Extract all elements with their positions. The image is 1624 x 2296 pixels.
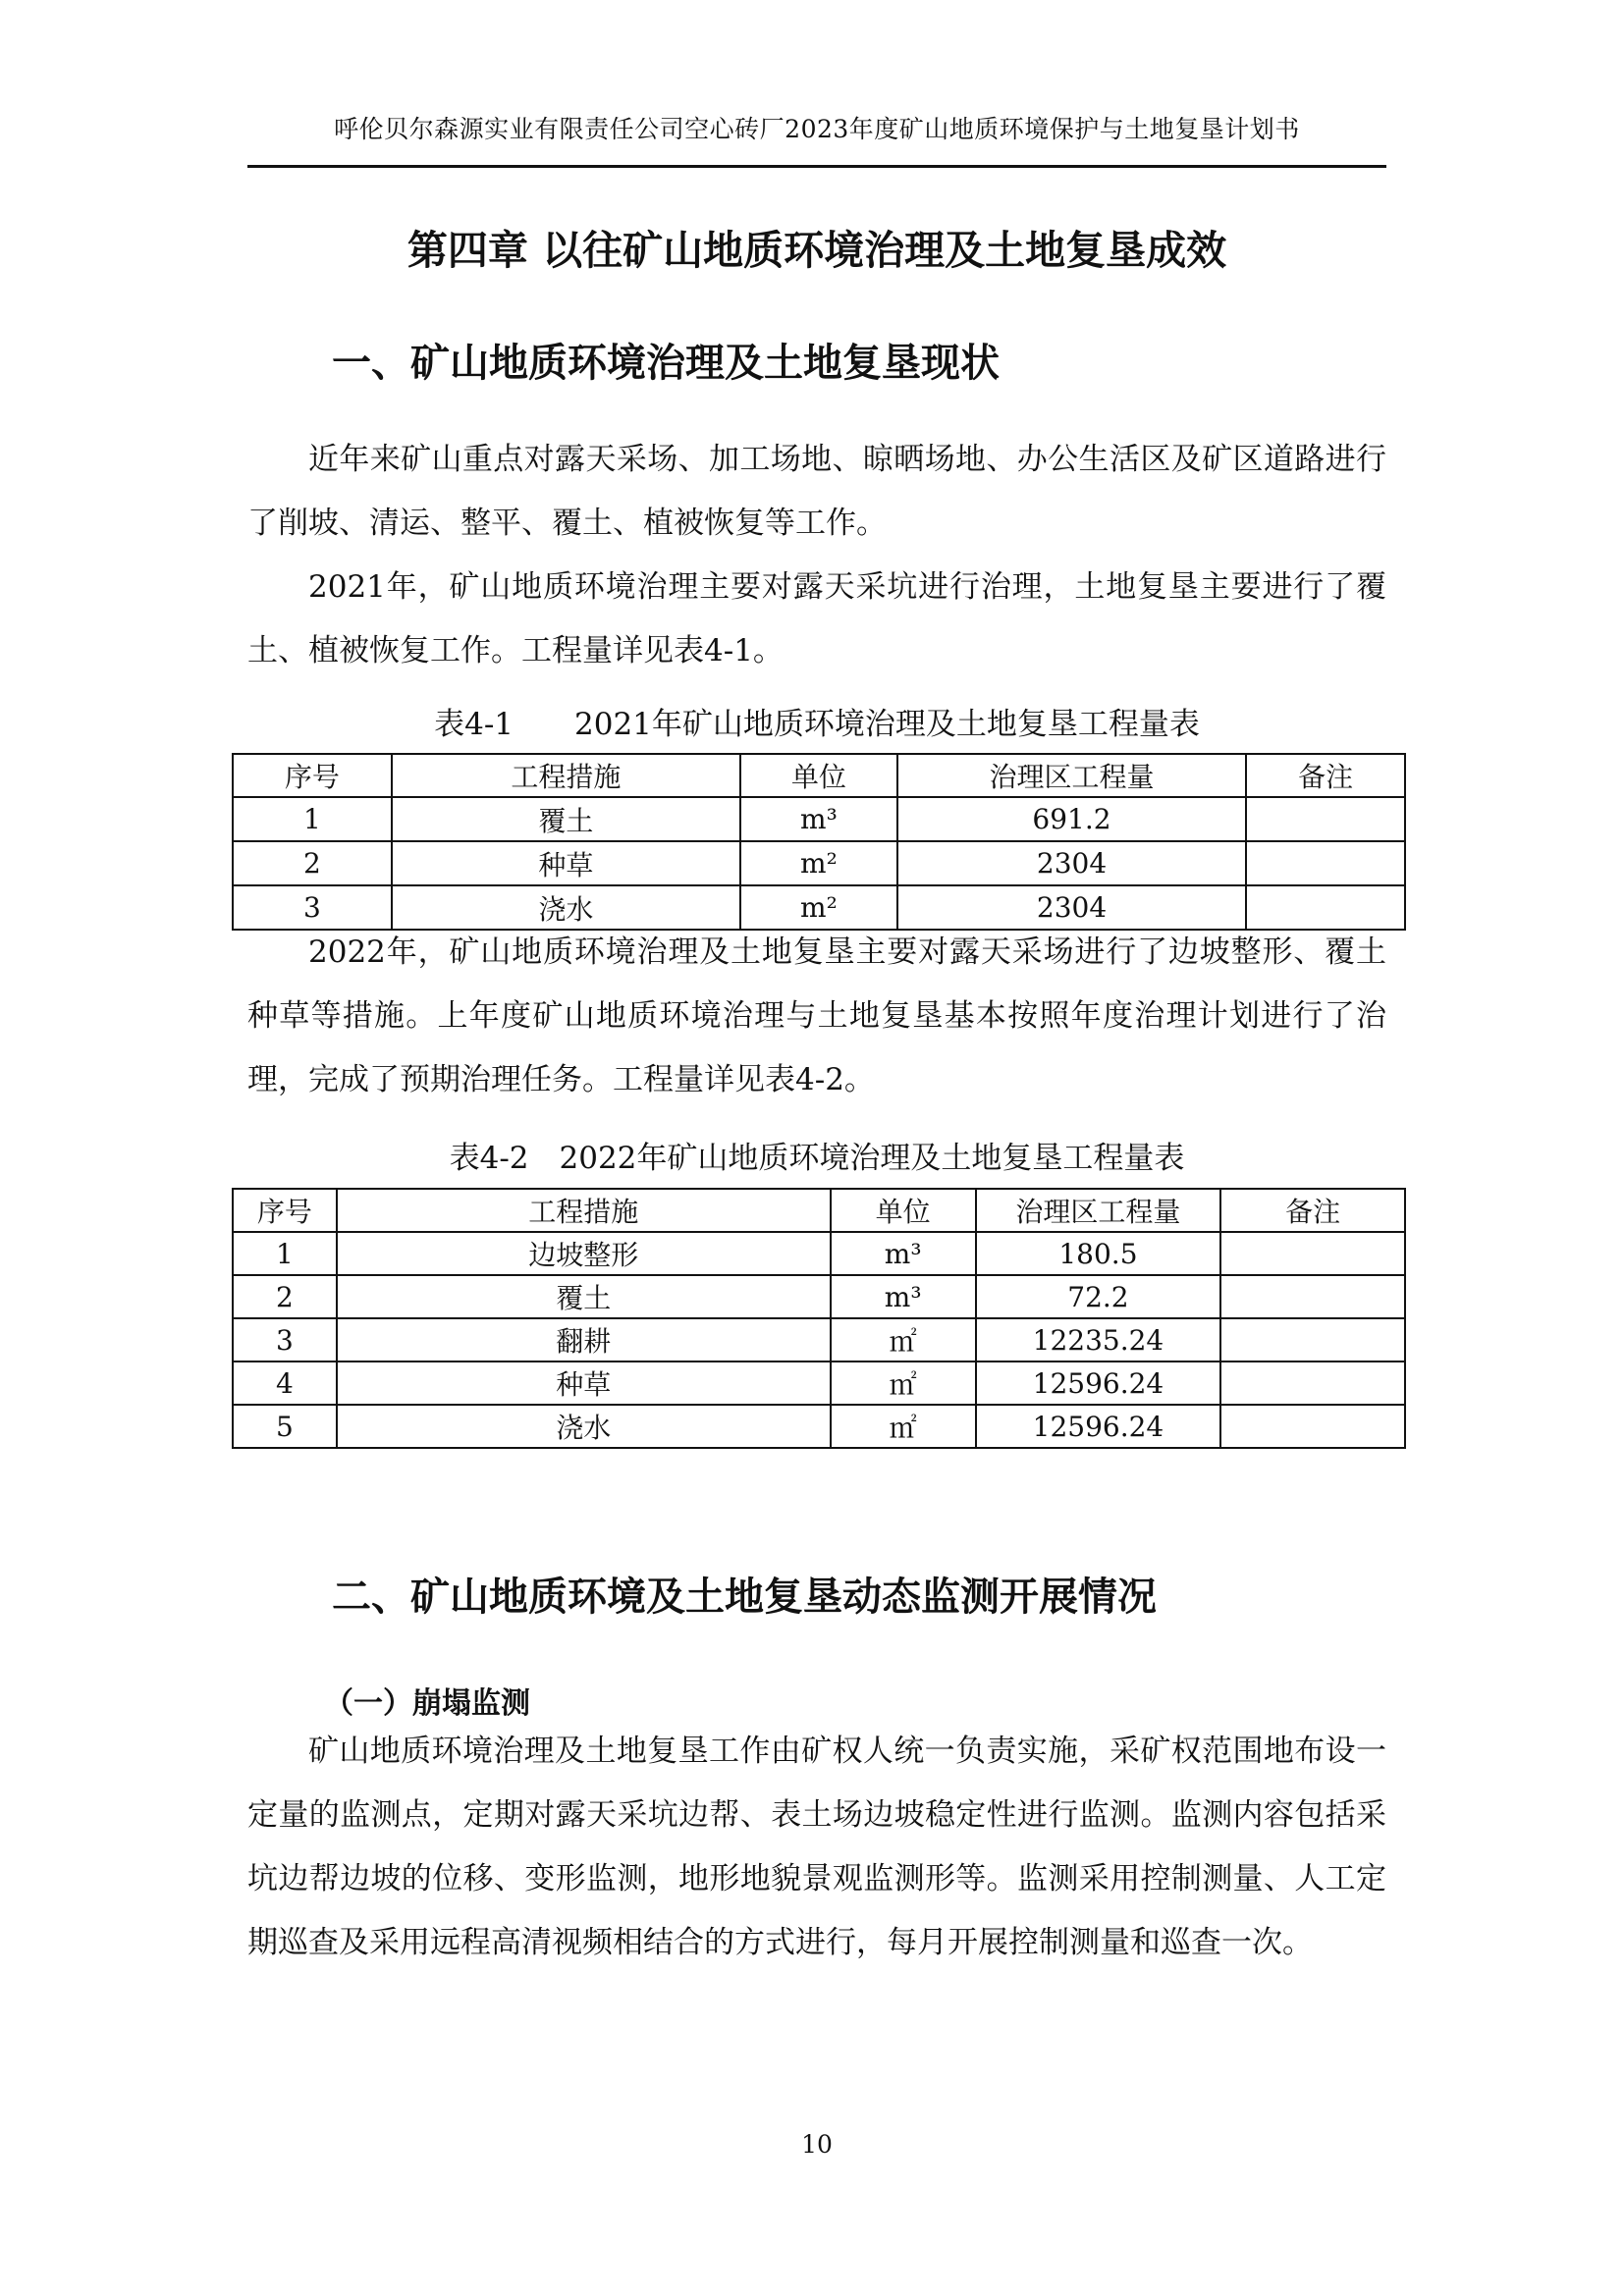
cell-quantity: 72.2 [976,1275,1221,1318]
header-cell-index: 序号 [233,754,392,797]
cell-unit: m² [740,841,897,885]
cell-unit: m³ [831,1275,976,1318]
cell-quantity: 691.2 [897,797,1246,841]
table-header-row [233,1189,1405,1232]
cell-index: 1 [233,1232,337,1275]
cell-index: 4 [233,1362,337,1405]
cell-quantity: 2304 [897,885,1246,930]
cell-index: 2 [233,841,392,885]
table-row [233,1232,1405,1275]
table-row [233,1275,1405,1318]
cell-quantity: 180.5 [976,1232,1221,1275]
cell-measure: 种草 [392,841,740,885]
cell-measure: 翻耕 [337,1318,831,1362]
table-row [233,1405,1405,1448]
cell-quantity: 12596.24 [976,1405,1221,1448]
section-1-paragraph-3: 2022年，矿山地质环境治理及土地复垦主要对露天采场进行了边坡整形、覆土种草等措施。上年度矿山地质环境治理与土地复垦基本按照年度治理计划进行了治理，完成了预期治理任务。工程量详见表4-2。 [247,934,1386,1097]
cell-remark [1246,841,1405,885]
cell-quantity: 12596.24 [976,1362,1221,1405]
header-cell-remark: 备注 [1220,1189,1405,1232]
cell-measure: 浇水 [337,1405,831,1448]
header-cell-unit: 单位 [740,754,897,797]
header-cell-quantity: 治理区工程量 [897,754,1246,797]
cell-unit: m³ [831,1232,976,1275]
cell-measure: 浇水 [392,885,740,930]
table-4-2-caption: 表4-2 2022年矿山地质环境治理及土地复垦工程量表 [449,1141,1185,1176]
cell-index: 3 [233,1318,337,1362]
cell-measure: 种草 [337,1362,831,1405]
header-cell-index: 序号 [233,1189,337,1232]
cell-measure: 覆土 [337,1275,831,1318]
cell-index: 3 [233,885,392,930]
cell-unit: m³ [740,797,897,841]
section-1-title: 一、矿山地质环境治理及土地复垦现状 [332,341,1000,386]
cell-unit: ㎡ [831,1405,976,1448]
table-4-1 [232,753,1406,931]
cell-quantity: 2304 [897,841,1246,885]
cell-quantity: 12235.24 [976,1318,1221,1362]
cell-measure: 边坡整形 [337,1232,831,1275]
cell-index: 1 [233,797,392,841]
header-cell-quantity: 治理区工程量 [976,1189,1221,1232]
cell-remark [1246,797,1405,841]
cell-remark [1220,1318,1405,1362]
cell-remark [1220,1405,1405,1448]
cell-remark [1220,1275,1405,1318]
chapter-title: 第四章 以往矿山地质环境治理及土地复垦成效 [406,227,1227,274]
header-cell-unit: 单位 [831,1189,976,1232]
table-4-1-caption: 表4-1 2021年矿山地质环境治理及土地复垦工程量表 [434,707,1200,742]
page-number: 10 [801,2130,833,2159]
header-cell-measure: 工程措施 [337,1189,831,1232]
cell-measure: 覆土 [392,797,740,841]
cell-unit: ㎡ [831,1362,976,1405]
running-header: 呼伦贝尔森源实业有限责任公司空心砖厂2023年度矿山地质环境保护与土地复垦计划书 [334,115,1300,143]
header-divider [247,165,1386,168]
cell-index: 2 [233,1275,337,1318]
table-row [233,797,1405,841]
subsection-collapse-monitoring-title: （一）崩塌监测 [324,1686,530,1721]
section-2-title: 二、矿山地质环境及土地复垦动态监测开展情况 [332,1575,1157,1620]
table-row [233,1362,1405,1405]
cell-remark [1220,1232,1405,1275]
cell-unit: m² [740,885,897,930]
header-cell-remark: 备注 [1246,754,1405,797]
table-4-2 [232,1188,1406,1449]
cell-remark [1220,1362,1405,1405]
table-header-row [233,754,1405,797]
table-row [233,1318,1405,1362]
section-1-paragraph-1: 近年来矿山重点对露天采场、加工场地、晾晒场地、办公生活区及矿区道路进行了削坡、清运、整平、覆土、植被恢复等工作。 [247,442,1386,541]
cell-index: 5 [233,1405,337,1448]
section-1-paragraph-2: 2021年，矿山地质环境治理主要对露天采坑进行治理，土地复垦主要进行了覆土、植被恢复工作。工程量详见表4-1。 [247,569,1386,668]
header-cell-measure: 工程措施 [392,754,740,797]
table-row [233,841,1405,885]
cell-unit: ㎡ [831,1318,976,1362]
section-2-paragraph-1: 矿山地质环境治理及土地复垦工作由矿权人统一负责实施，采矿权范围地布设一定量的监测点，定期对露天采坑边帮、表土场边坡稳定性进行监测。监测内容包括采坑边帮边坡的位移、变形监测，地形地貌景观监测形等。监测采用控制测量、人工定期巡查及采用远程高清视频相结合的方式进行，每月开展控制测量和巡查一次。 [247,1734,1386,1960]
